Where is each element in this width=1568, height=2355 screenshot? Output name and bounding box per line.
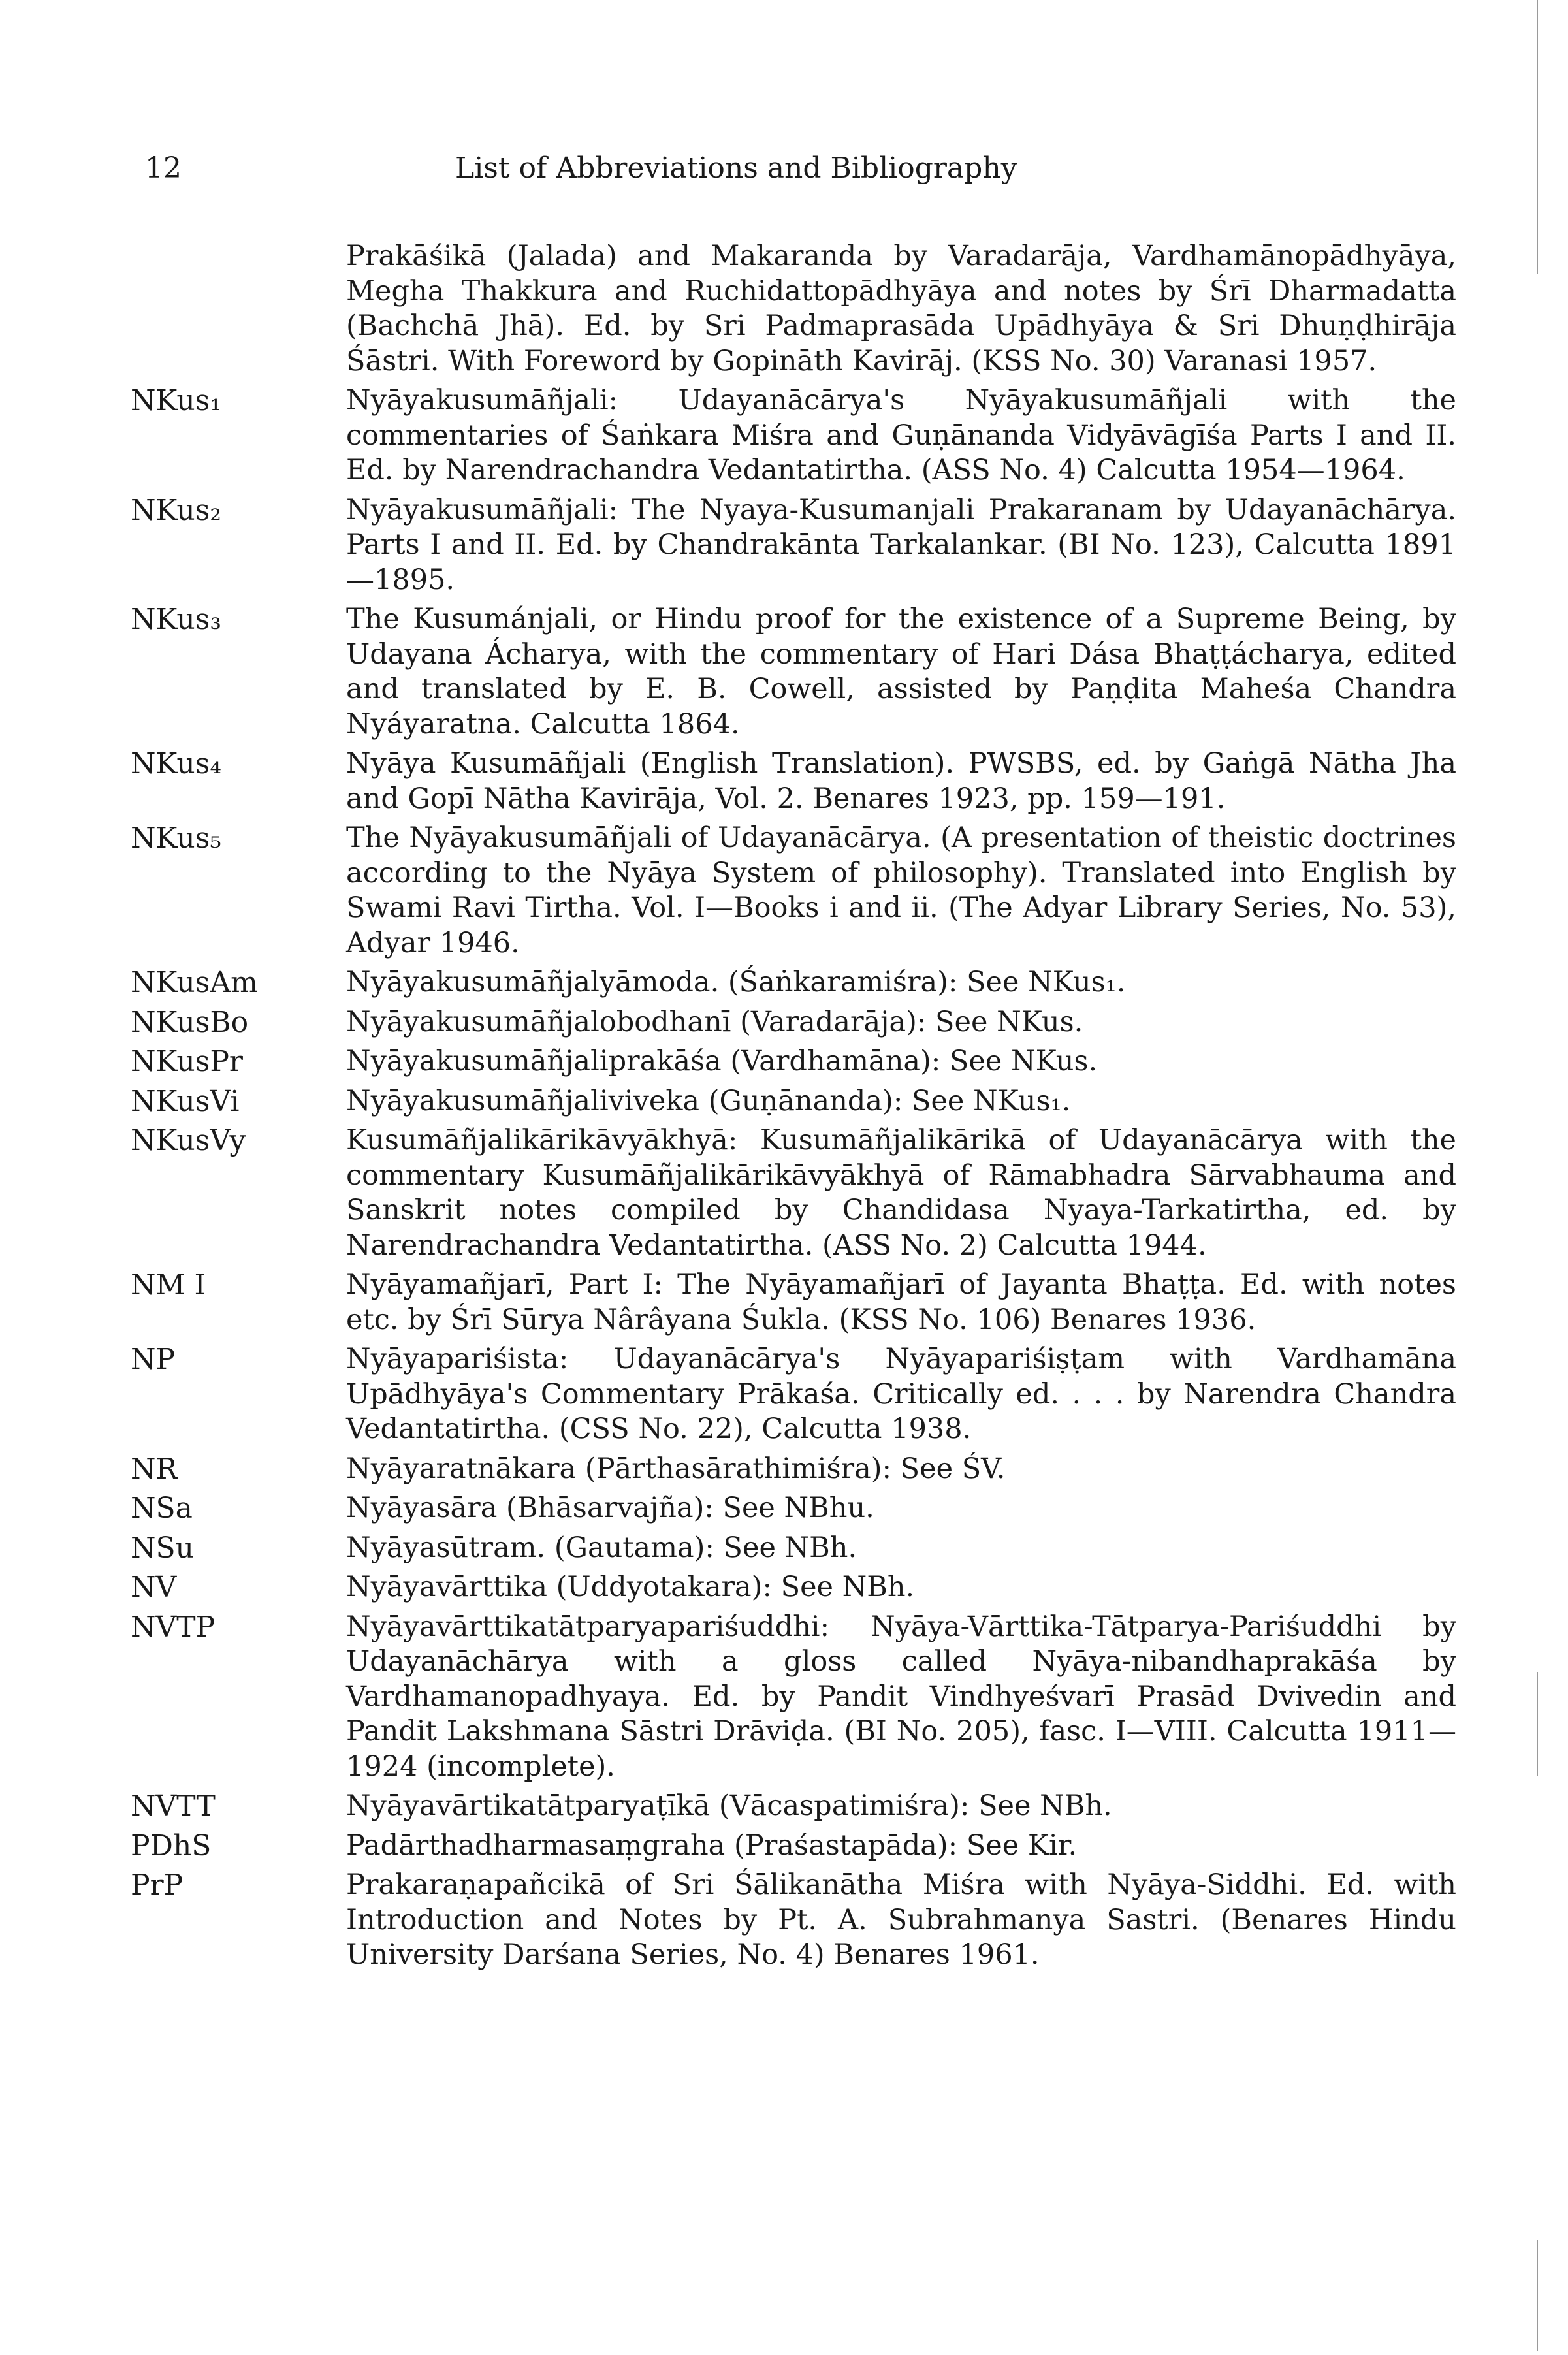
bibliography-entry — [131, 1868, 1456, 1973]
entry-reference: Nyāyakusumāñjaliviveka (Guṇānanda): See NKus₁. — [346, 1084, 1071, 1117]
entry-reference: Nyāyasūtram. (Gautama): See NBh. — [346, 1531, 857, 1564]
entry-reference: Nyāyakusumāñjalobodhanī (Varadarāja): See NKus. — [346, 1005, 1083, 1038]
entry-reference: Nyāyavārttikatātparyapariśuddhi: Nyāya-Vārttika-Tātparya-Pariśuddhi by Udayanāchārya with a gloss called Nyāya-nibandhaprakāśa by Vardhamanopadhyaya. Ed. by Pandit Vindhyeśvarī Prasād Dvivedin and Pandit Lakshmana Sāstri Drāviḍa. (BI No. 205), fasc. I—VIII. Calcutta 1911—1924 (incomplete). — [346, 1610, 1456, 1783]
entry-reference: Nyāyasāra (Bhāsarvajña): See NBhu. — [346, 1492, 874, 1524]
bibliography-entry — [131, 1044, 1450, 1080]
scan-margin-line — [1537, 2240, 1538, 2351]
entry-abbreviation: NKusAm — [131, 966, 258, 999]
entry-abbreviation: NKusVy — [131, 1124, 246, 1157]
entry-abbreviation: PDhS — [131, 1829, 212, 1863]
entry-abbreviation: NKus₃ — [131, 603, 221, 636]
entry-abbreviation: PrP — [131, 1868, 184, 1902]
entry-abbreviation: NVTT — [131, 1789, 216, 1823]
entry-reference: The Nyāyakusumāñjali of Udayanācārya. (A presentation of theistic doctrines according to the Nyāya System of philosophy). Translated into English by Swami Ravi Tirtha. Vol. I—Books i and ii. (The Adyar Library Series, No. 53), Adyar 1946. — [346, 822, 1456, 959]
entry-abbreviation: NR — [131, 1452, 178, 1486]
bibliography-entry — [131, 746, 1456, 816]
bibliography-entry — [131, 821, 1456, 961]
entry-reference: Nyāyamañjarī, Part I: The Nyāyamañjarī of Jayanta Bhaṭṭa. Ed. with notes etc. by Śrī Sūrya Nârâyana Śukla. (KSS No. 106) Benares 1936. — [346, 1268, 1456, 1336]
bibliography-entry — [131, 1268, 1456, 1338]
entry-reference: The Kusumánjali, or Hindu proof for the existence of a Supreme Being, by Udayana Ácharya, with the commentary of Hari Dása Bhaṭṭácharya, edited and translated by E. B. Cowell, assisted by Paṇḍita Maheśa Chandra Nyáyaratna. Calcutta 1864. — [346, 603, 1456, 741]
entry-reference: Nyāyapariśista: Udayanācārya's Nyāyapariśiṣṭam with Vardhamāna Upādhyāya's Commentary Prākaśa. Critically ed. . . . by Narendra Chandra Vedantatirtha. (CSS No. 22), Calcutta 1938. — [346, 1343, 1456, 1445]
running-title: List of Abbreviations and Bibliography — [455, 152, 1017, 185]
entry-abbreviation: NKus₅ — [131, 822, 221, 855]
bibliography-entry — [131, 1123, 1456, 1263]
entry-abbreviation: NSu — [131, 1531, 194, 1565]
page-number: 12 — [145, 152, 182, 185]
entry-reference: Prakaraṇapañcikā of Sri Śālikanātha Miśra with Nyāya-Siddhi. Ed. with Introduction and Notes by Pt. A. Subrahmanya Sastri. (Benares Hindu University Darśana Series, No. 4) Benares 1961. — [346, 1868, 1456, 1971]
bibliography-entry — [131, 1531, 1450, 1566]
bibliography-entry — [131, 1491, 1450, 1526]
bibliography-entry — [131, 965, 1450, 1001]
bibliography-entry — [131, 1342, 1456, 1447]
bibliography-entry — [131, 1005, 1450, 1040]
entry-reference: Kusumāñjalikārikāvyākhyā: Kusumāñjalikārikā of Udayanācārya with the commentary Kusumāñjalikārikāvyākhyā of Rāmabhadra Sārvabhauma and Sanskrit notes compiled by Chandidasa Nyaya-Tarkatirtha, ed. by Narendrachandra Vedantatirtha. (ASS No. 2) Calcutta 1944. — [346, 1124, 1456, 1262]
bibliography-entry — [131, 1570, 1450, 1605]
entry-reference: Nyāya Kusumāñjali (English Translation). PWSBS, ed. by Gaṅgā Nātha Jha and Gopī Nātha Kavirāja, Vol. 2. Benares 1923, pp. 159—191. — [346, 747, 1456, 815]
entry-reference: Nyāyakusumāñjalyāmoda. (Śaṅkaramiśra): See NKus₁. — [346, 966, 1126, 999]
entry-reference: Nyāyakusumāñjaliprakāśa (Vardhamāna): See NKus. — [346, 1045, 1098, 1078]
entry-abbreviation: NKusVi — [131, 1084, 240, 1118]
entry-reference: Nyāyakusumāñjali: The Nyaya-Kusumanjali Prakaranam by Udayanāchārya. Parts I and II. Ed. by Chandrakānta Tarkalankar. (BI No. 123), Calcutta 1891—1895. — [346, 493, 1456, 596]
entry-reference: Padārthadharmasaṃgraha (Praśastapāda): See Kir. — [346, 1829, 1078, 1862]
bibliography-entry — [131, 602, 1456, 742]
bibliography-entry — [131, 1452, 1450, 1487]
bibliography-entry — [131, 493, 1456, 598]
bibliography-entry — [131, 1084, 1450, 1119]
entry-abbreviation: NKus₄ — [131, 747, 221, 780]
scan-margin-line — [1537, 0, 1538, 274]
entry-abbreviation: NSa — [131, 1492, 193, 1525]
entry-reference: Nyāyavārttika (Uddyotakara): See NBh. — [346, 1571, 915, 1603]
entry-abbreviation: NV — [131, 1571, 177, 1604]
entry-reference: Nyāyavārtikatātparyaṭīkā (Vācaspatimiśra): See NBh. — [346, 1789, 1112, 1822]
entry-abbreviation: NKusBo — [131, 1005, 249, 1039]
bibliography-entry — [131, 383, 1456, 489]
bibliography-list — [131, 239, 1456, 1973]
bibliography-entry — [131, 1610, 1456, 1785]
bibliography-entry — [131, 239, 1456, 379]
entry-abbreviation: NKus₂ — [131, 493, 221, 527]
entry-reference: Prakāśikā (Jalada) and Makaranda by Varadarāja, Vardhamānopādhyāya, Megha Thakkura and Ruchidattopādhyāya and notes by Śrī Dharmadatta (Bachchā Jhā). Ed. by Sri Padmaprasāda Upādhyāya & Sri Dhuṇḍhirāja Śāstri. With Foreword by Gopināth Kavirāj. (KSS No. 30) Varanasi 1957. — [346, 240, 1456, 377]
bibliography-entry — [131, 1829, 1450, 1864]
entry-abbreviation: NP — [131, 1343, 176, 1376]
bibliography-entry — [131, 1789, 1450, 1824]
entry-abbreviation: NVTP — [131, 1610, 216, 1644]
entry-abbreviation: NKusPr — [131, 1045, 243, 1078]
entry-reference: Nyāyaratnākara (Pārthasārathimiśra): See ŚV. — [346, 1452, 1006, 1485]
entry-reference: Nyāyakusumāñjali: Udayanācārya's Nyāyakusumāñjali with the commentaries of Śaṅkara Miśra and Guṇānanda Vidyāvāgīśa Parts I and II. Ed. by Narendrachandra Vedantatirtha. (ASS No. 4) Calcutta 1954—1964. — [346, 384, 1456, 487]
page-header — [0, 149, 1568, 195]
scan-margin-line — [1537, 1672, 1538, 1776]
entry-abbreviation: NM I — [131, 1268, 206, 1302]
entry-abbreviation: NKus₁ — [131, 384, 221, 417]
